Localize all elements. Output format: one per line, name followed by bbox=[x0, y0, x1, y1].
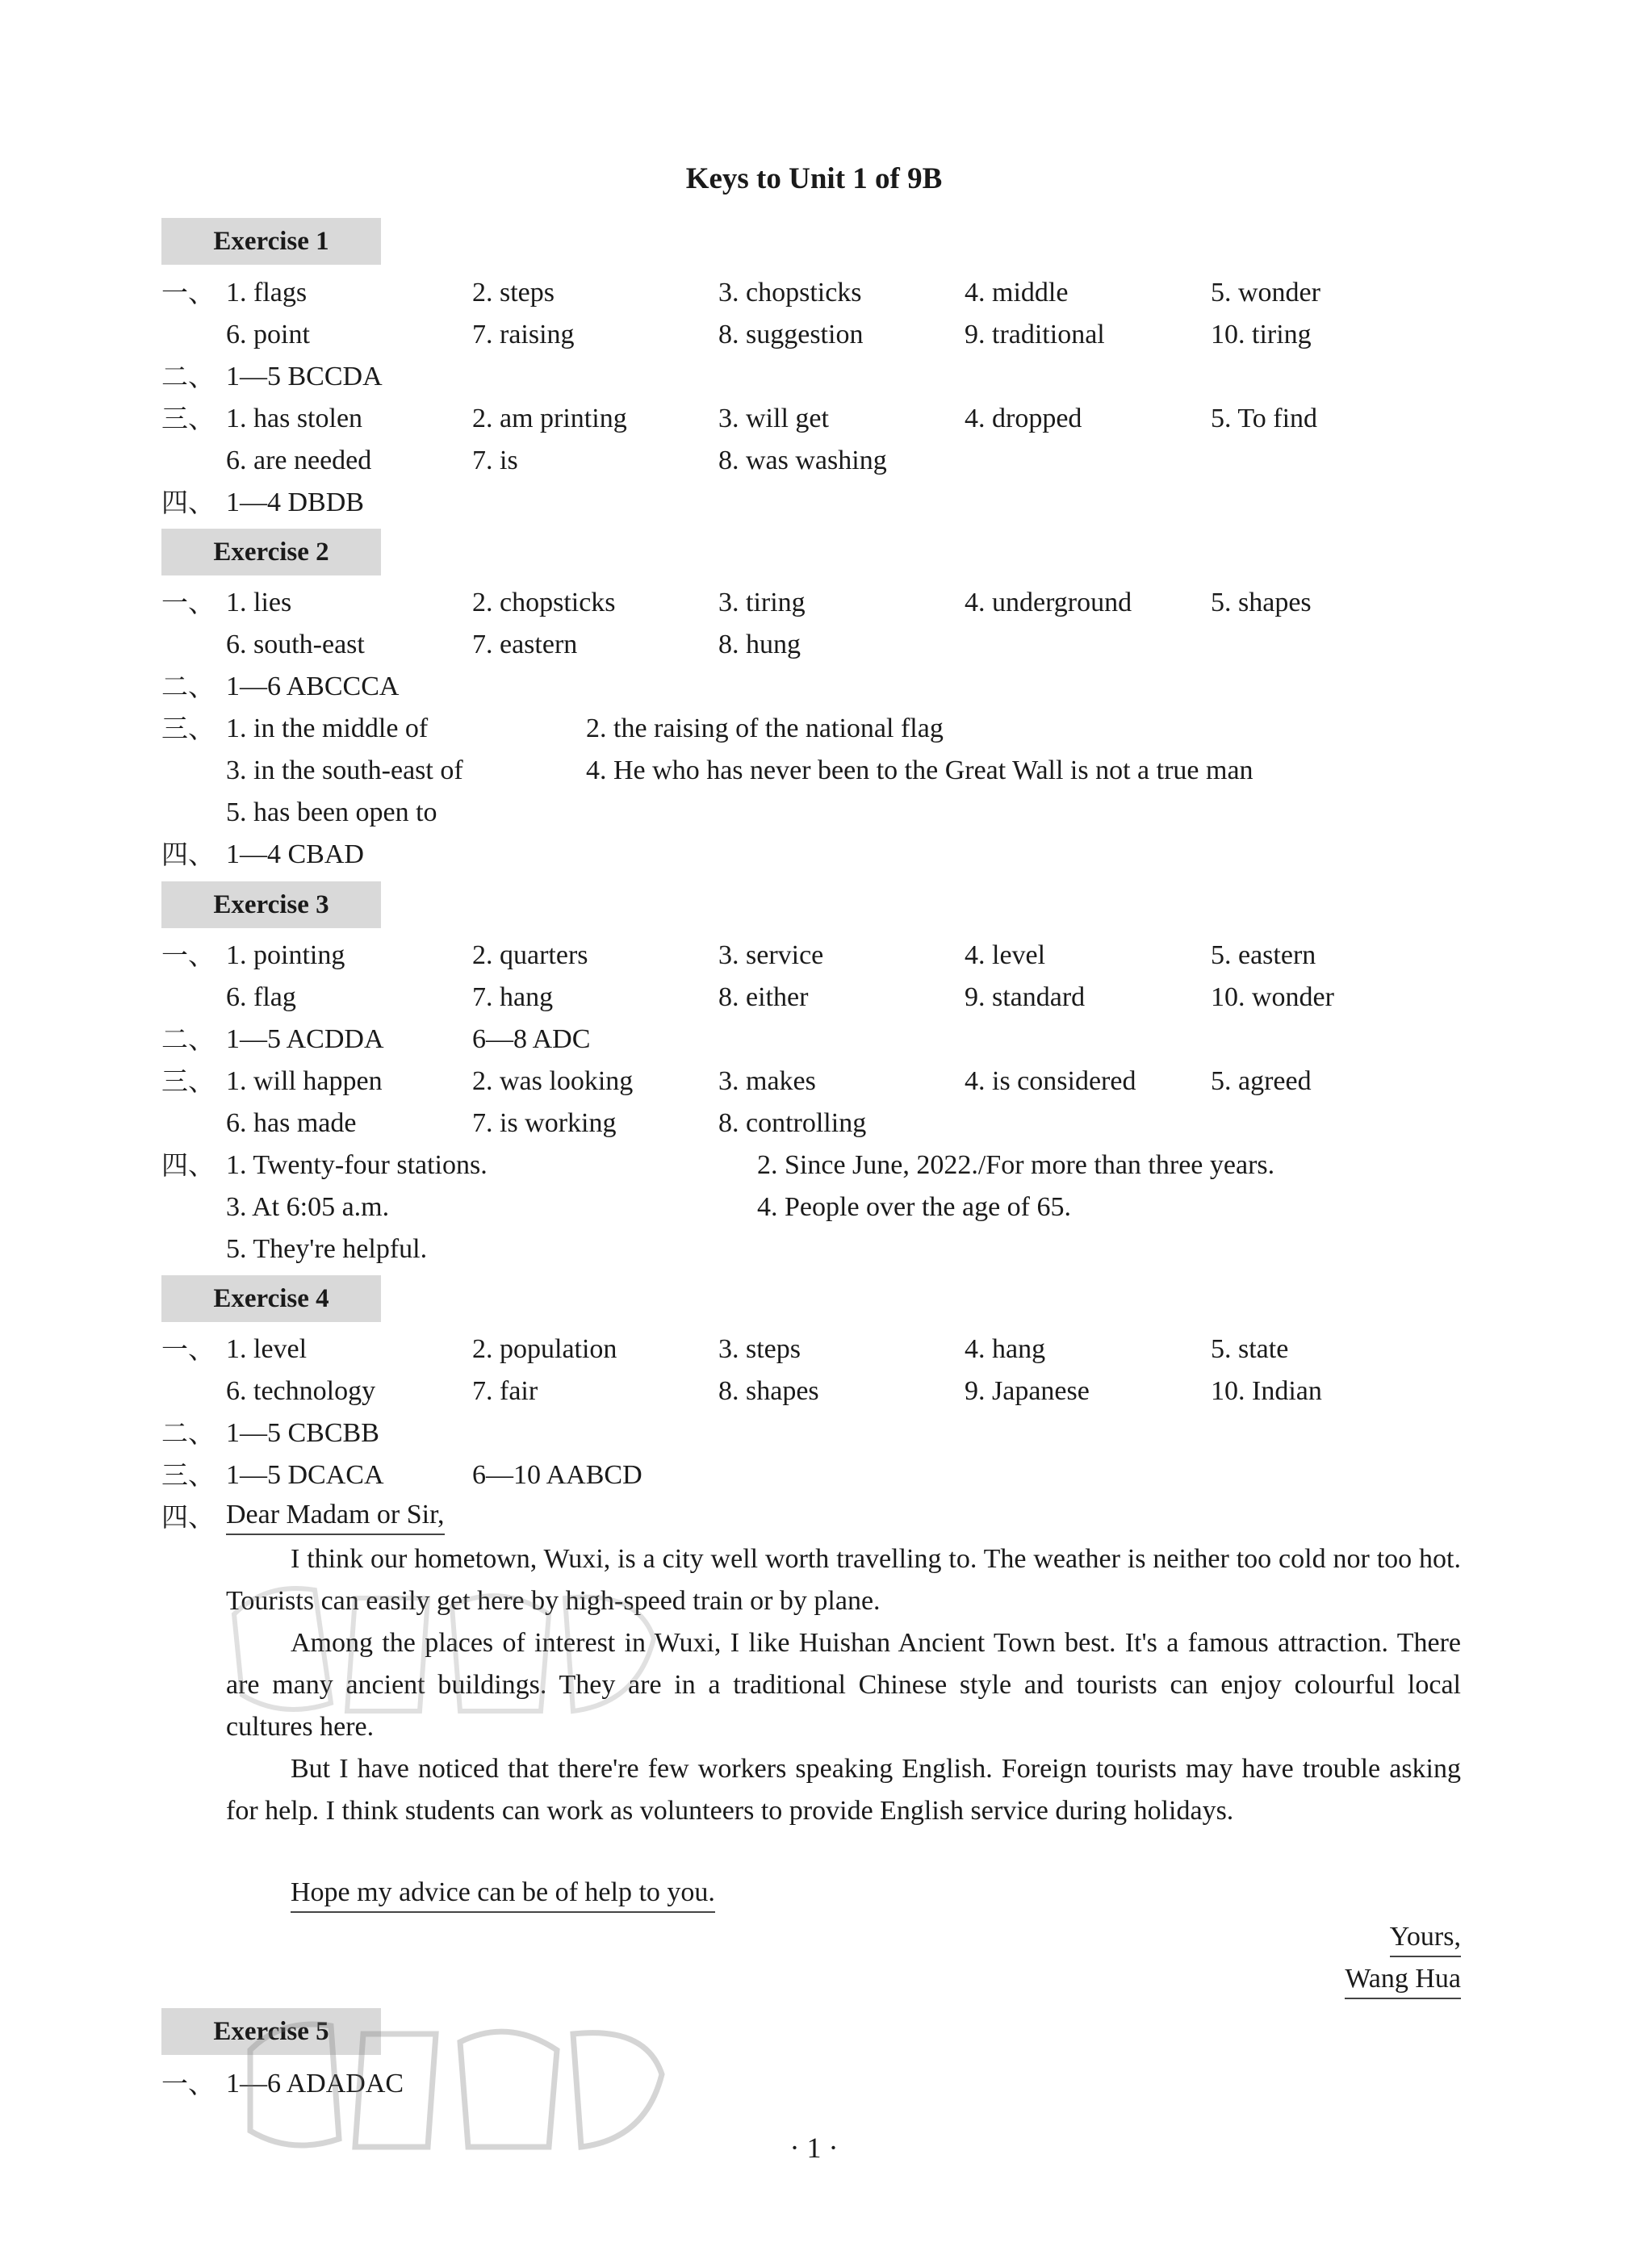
exercise-2-header: Exercise 2 bbox=[161, 529, 381, 575]
ex3-sec3-row2 bbox=[0, 1103, 1628, 1144]
answer: 1. has stolen bbox=[226, 404, 363, 433]
letter-signature-name: Wang Hua bbox=[1345, 1960, 1461, 1999]
answer: 8. shapes bbox=[718, 1376, 819, 1406]
section-label: 三、 bbox=[161, 1459, 215, 1491]
page-number: · 1 · bbox=[789, 2132, 839, 2164]
answer: 1. will happen bbox=[226, 1066, 383, 1096]
answer: 1—6 ADADAC bbox=[226, 2069, 404, 2099]
ex1-sec1-row1 bbox=[0, 272, 1628, 314]
ex3-sec3-row1 bbox=[0, 1061, 1628, 1103]
ex1-sec2 bbox=[0, 356, 1628, 398]
section-label: 一、 bbox=[161, 277, 215, 308]
answer: 2. Since June, 2022./For more than three years. bbox=[757, 1150, 1275, 1180]
answer: 6. has made bbox=[226, 1108, 357, 1138]
answer: 6. south-east bbox=[226, 630, 365, 659]
ex3-sec2 bbox=[0, 1019, 1628, 1061]
answer: 6. technology bbox=[226, 1376, 376, 1406]
ex1-sec1-row2 bbox=[0, 314, 1628, 356]
section-label: 一、 bbox=[161, 1333, 215, 1365]
answer: 5. eastern bbox=[1211, 940, 1316, 970]
answer: 5. has been open to bbox=[226, 797, 437, 827]
answer: 7. fair bbox=[472, 1376, 538, 1406]
answer: 1. level bbox=[226, 1334, 308, 1364]
answer: 9. Japanese bbox=[965, 1376, 1090, 1406]
ex3-sec4-row2 bbox=[0, 1186, 1628, 1228]
answer: 3. At 6:05 a.m. bbox=[226, 1192, 390, 1222]
section-label: 四、 bbox=[161, 487, 215, 518]
answer: 1. Twenty-four stations. bbox=[226, 1150, 488, 1180]
answer: 9. traditional bbox=[965, 320, 1105, 349]
answer: 5. shapes bbox=[1211, 588, 1312, 617]
ex1-sec3-row1 bbox=[0, 398, 1628, 440]
letter-paragraph-2: Among the places of interest in Wuxi, I like Huishan Ancient Town best. It's a famous attraction. There are many ancient buildings. They are in a traditional Chinese style and tourists can enjoy colourful local cultures here. bbox=[226, 1628, 1461, 1742]
answer: 3. steps bbox=[718, 1334, 801, 1364]
answer: 10. wonder bbox=[1211, 982, 1334, 1012]
answer: 5. state bbox=[1211, 1334, 1289, 1364]
answer: 7. is bbox=[472, 446, 518, 475]
answer: 3. in the south-east of bbox=[226, 755, 463, 785]
letter-paragraph-3: But I have noticed that there're few workers speaking English. Foreign tourists may have trouble asking for help. I think students can work as volunteers to provide English service during holidays. bbox=[226, 1754, 1461, 1826]
answer: 2. chopsticks bbox=[472, 588, 616, 617]
ex4-sec2 bbox=[0, 1412, 1628, 1454]
answer: 6—8 ADC bbox=[472, 1024, 591, 1054]
answer: 4. underground bbox=[965, 588, 1132, 617]
letter-signoff: Yours, bbox=[1390, 1919, 1461, 1957]
answer: 1—5 CBCBB bbox=[226, 1418, 379, 1448]
ex3-sec4-row3 bbox=[0, 1228, 1628, 1270]
answer: 5. To find bbox=[1211, 404, 1318, 433]
answer: 4. level bbox=[965, 940, 1046, 970]
answer: 7. is working bbox=[472, 1108, 617, 1138]
ex2-sec4 bbox=[0, 834, 1628, 876]
section-label: 四、 bbox=[161, 1149, 215, 1181]
answer: 4. hang bbox=[965, 1334, 1046, 1364]
ex4-sec1-row1 bbox=[0, 1329, 1628, 1370]
answer: 1. lies bbox=[226, 588, 292, 617]
section-label: 一、 bbox=[161, 939, 215, 971]
section-label: 四、 bbox=[161, 1501, 215, 1533]
exercise-5-header: Exercise 5 bbox=[161, 2008, 381, 2055]
ex2-sec2 bbox=[0, 666, 1628, 708]
answer: 2. the raising of the national flag bbox=[586, 713, 944, 743]
answer: 5. They're helpful. bbox=[226, 1234, 428, 1264]
answer: 4. dropped bbox=[965, 404, 1082, 433]
answer: 9. standard bbox=[965, 982, 1086, 1012]
exercise-4-header: Exercise 4 bbox=[161, 1275, 381, 1322]
answer: 6. flag bbox=[226, 982, 296, 1012]
answer: 4. middle bbox=[965, 278, 1069, 308]
answer: 8. suggestion bbox=[718, 320, 864, 349]
answer: 1. in the middle of bbox=[226, 713, 429, 743]
answer: 3. will get bbox=[718, 404, 829, 433]
exercise-3-header: Exercise 3 bbox=[161, 881, 381, 928]
ex2-sec3-row3 bbox=[0, 792, 1628, 834]
answer: 7. eastern bbox=[472, 630, 578, 659]
letter-salutation: Dear Madam or Sir, bbox=[226, 1496, 445, 1535]
section-label: 三、 bbox=[161, 403, 215, 434]
answer: 5. agreed bbox=[1211, 1066, 1312, 1096]
answer: 6—10 AABCD bbox=[472, 1460, 642, 1490]
answer: 1—4 CBAD bbox=[226, 839, 364, 869]
answer: 2. steps bbox=[472, 278, 555, 308]
answer: 4. He who has never been to the Great Wall is not a true man bbox=[586, 755, 1253, 785]
answer: 2. quarters bbox=[472, 940, 588, 970]
letter-paragraph-1: I think our hometown, Wuxi, is a city well worth travelling to. The weather is neither too cold nor too hot. Tourists can easily get here by high-speed train or by plane. bbox=[226, 1544, 1461, 1616]
answer: 1—5 ACDDA bbox=[226, 1024, 384, 1054]
ex4-sec3 bbox=[0, 1454, 1628, 1496]
ex4-sec4-salutation bbox=[0, 1496, 1628, 1538]
answer: 6. point bbox=[226, 320, 310, 349]
ex2-sec1-row2 bbox=[0, 624, 1628, 666]
answer: 7. raising bbox=[472, 320, 575, 349]
ex5-sec1 bbox=[0, 2063, 1628, 2105]
answer: 1—6 ABCCCA bbox=[226, 672, 400, 701]
answer: 3. chopsticks bbox=[718, 278, 862, 308]
ex3-sec4-row1 bbox=[0, 1144, 1628, 1186]
ex4-sec1-row2 bbox=[0, 1370, 1628, 1412]
section-label: 三、 bbox=[161, 1065, 215, 1097]
answer: 1—5 BCCDA bbox=[226, 362, 383, 391]
page-title: Keys to Unit 1 of 9B bbox=[685, 162, 943, 195]
section-label: 二、 bbox=[161, 361, 215, 392]
section-label: 二、 bbox=[161, 671, 215, 702]
answer: 10. Indian bbox=[1211, 1376, 1322, 1406]
answer: 3. tiring bbox=[718, 588, 806, 617]
answer: 2. am printing bbox=[472, 404, 627, 433]
answer: 1—4 DBDB bbox=[226, 487, 364, 517]
answer: 4. is considered bbox=[965, 1066, 1136, 1096]
answer: 2. was looking bbox=[472, 1066, 634, 1096]
answer: 8. either bbox=[718, 982, 809, 1012]
ex3-sec1-row1 bbox=[0, 935, 1628, 977]
ex2-sec1-row1 bbox=[0, 582, 1628, 624]
answer: 6. are needed bbox=[226, 446, 372, 475]
section-label: 三、 bbox=[161, 713, 215, 744]
ex3-sec1-row2 bbox=[0, 977, 1628, 1019]
letter-closing: Hope my advice can be of help to you. bbox=[291, 1874, 715, 1913]
ex1-sec3-row2 bbox=[0, 440, 1628, 482]
answer: 5. wonder bbox=[1211, 278, 1320, 308]
answer: 3. makes bbox=[718, 1066, 816, 1096]
ex2-sec3-row2 bbox=[0, 750, 1628, 792]
answer: 10. tiring bbox=[1211, 320, 1312, 349]
section-label: 一、 bbox=[161, 2068, 215, 2099]
answer: 7. hang bbox=[472, 982, 554, 1012]
section-label: 二、 bbox=[161, 1023, 215, 1055]
answer: 1—5 DCACA bbox=[226, 1460, 384, 1490]
answer: 4. People over the age of 65. bbox=[757, 1192, 1071, 1222]
exercise-1-header: Exercise 1 bbox=[161, 218, 381, 265]
answer: 3. service bbox=[718, 940, 824, 970]
section-label: 一、 bbox=[161, 587, 215, 618]
answer: 2. population bbox=[472, 1334, 617, 1364]
ex2-sec3-row1 bbox=[0, 708, 1628, 750]
ex1-sec4 bbox=[0, 482, 1628, 524]
answer: 1. pointing bbox=[226, 940, 345, 970]
section-label: 二、 bbox=[161, 1417, 215, 1449]
answer: 8. controlling bbox=[718, 1108, 867, 1138]
answer: 8. hung bbox=[718, 630, 801, 659]
section-label: 四、 bbox=[161, 839, 215, 870]
answer: 8. was washing bbox=[718, 446, 887, 475]
letter-closing-line bbox=[0, 1874, 1628, 1916]
answer: 1. flags bbox=[226, 278, 308, 308]
